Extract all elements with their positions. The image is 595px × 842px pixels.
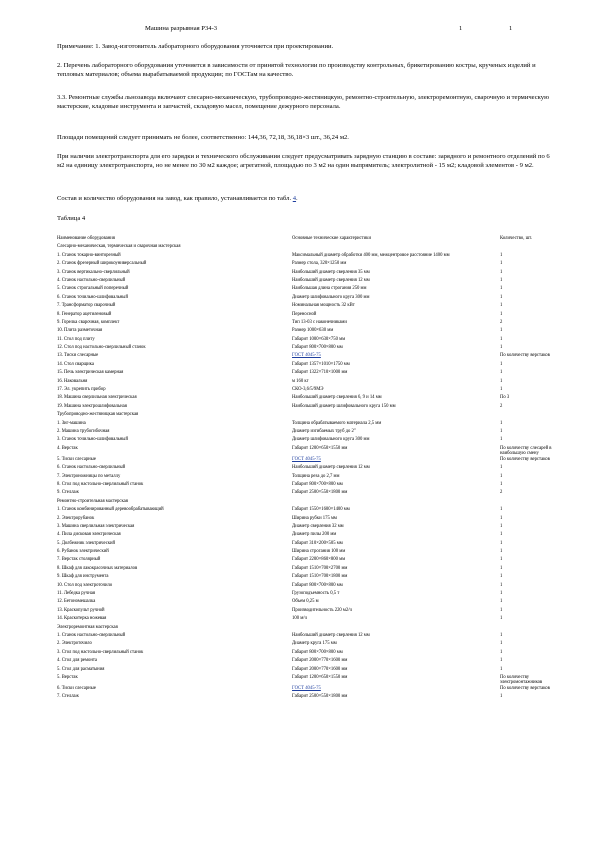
table-row — [57, 345, 557, 353]
cell-quantity: 1 — [500, 666, 503, 672]
table-row — [57, 583, 557, 591]
cell-quantity: 1 — [500, 370, 503, 376]
header-number-1: 1 — [459, 25, 463, 32]
table-row — [57, 549, 557, 557]
cell-characteristics — [292, 457, 500, 465]
table-reference-paragraph — [57, 195, 557, 204]
cell-characteristics — [292, 686, 500, 694]
cell-characteristics: Размер 1000×630 мм — [292, 328, 334, 334]
cell-characteristics: Габарит 1322×710×1000 мм — [292, 370, 348, 376]
table-row — [57, 320, 557, 328]
cell-characteristics: Габарит 1000×630×750 мм — [292, 336, 346, 342]
cell-name: 1. Станок настольно-сверлильный — [57, 632, 126, 638]
table-reference-tail: . — [296, 195, 298, 202]
cell-characteristics: Грузоподъемность 0,5 т — [292, 591, 340, 597]
cell-characteristics: Габарит 800×700×800 мм — [292, 649, 343, 655]
cell-name: 10. Плита разметочная — [57, 328, 103, 334]
cell-characteristics: Наибольшая длина строгания 250 мм — [292, 286, 367, 292]
cell-characteristics — [292, 412, 500, 420]
cell-quantity: 1 — [500, 261, 503, 267]
cell-name: 1. Зиг-машина — [57, 420, 86, 426]
table-header-row — [57, 236, 557, 244]
cell-characteristics: Габарит 1357×1010×1750 мм — [292, 361, 350, 367]
cell-characteristics: Наибольший диаметр сверления 12 мм — [292, 632, 370, 638]
table-row — [57, 387, 557, 395]
cell-name: 12. Стол под настольно-сверлильный станок — [57, 345, 146, 351]
cell-characteristics: Диаметр шлифовального круга 300 мм — [292, 437, 370, 443]
table-row — [57, 312, 557, 320]
cell-name: 4. Стол для ремонта — [57, 658, 98, 664]
cell-quantity: По количеству слесарей в наибольшую смену — [500, 445, 552, 457]
table-row — [57, 465, 557, 473]
table-row — [57, 557, 557, 565]
cell-characteristics: Толщина реза до 2,7 мм — [292, 473, 340, 479]
cell-name: Электроремонтная мастерская — [57, 624, 118, 630]
table-row — [57, 337, 557, 345]
table-row — [57, 437, 557, 445]
cell-characteristics: Габарит 2500×550×1800 мм — [292, 694, 348, 700]
table-row — [57, 532, 557, 540]
cell-name: 4. Пила дисковая электрическая — [57, 532, 121, 538]
cell-characteristics — [292, 625, 500, 633]
table-row — [57, 303, 557, 311]
machine-title: Машина разрывная Р34-3 — [145, 25, 218, 32]
table-row — [57, 370, 557, 378]
cell-characteristics: Диаметр шлифовального круга 300 мм — [292, 294, 370, 300]
table-row — [57, 616, 557, 624]
cell-characteristics: Переносной — [292, 311, 317, 317]
cell-name: Ремонтно-строительная мастерская — [57, 498, 128, 504]
cell-quantity: 1 — [500, 294, 503, 300]
cell-characteristics: 100 м/ч — [292, 616, 307, 622]
cell-quantity: 1 — [500, 387, 503, 393]
cell-quantity: 1 — [500, 607, 503, 613]
table-row — [57, 261, 557, 269]
cell-name: 12. Бетономешалка — [57, 599, 96, 605]
cell-quantity: 1 — [500, 428, 503, 434]
cell-name: 5. Стол для расматыния — [57, 666, 105, 672]
equipment-table — [57, 236, 557, 703]
table-row — [57, 516, 557, 524]
cell-name: 9. Стеллаж — [57, 490, 79, 496]
gost-link[interactable]: ГОСТ 4045-75 — [292, 353, 321, 359]
cell-name: 5. Станок строгальный поперечный — [57, 286, 129, 292]
cell-characteristics: Тип 13-03 с наконечниками — [292, 319, 347, 325]
table-row — [57, 379, 557, 387]
table-row — [57, 524, 557, 532]
table-row — [57, 253, 557, 261]
table-row — [57, 353, 557, 361]
cell-name: 3. Машина сверлильная электрическая — [57, 523, 135, 529]
cell-quantity: 1 — [500, 574, 503, 580]
cell-name: 15. Печь электрическая камерная — [57, 370, 124, 376]
cell-quantity: 1 — [500, 641, 503, 647]
table-row — [57, 429, 557, 437]
table-4-link[interactable]: 4 — [292, 195, 297, 202]
cell-name: 13. Тиски слесарные — [57, 353, 99, 359]
table-reference-text: Состав и количество оборудования на завод, как правило, устанавливается по табл. — [57, 195, 293, 202]
header-quantity: Количество, шт. — [500, 236, 533, 241]
table-row — [57, 658, 557, 666]
cell-characteristics: Габарит 1200×650×1550 мм — [292, 674, 348, 680]
cell-name: 9. Горелка сварочная, комплект — [57, 319, 120, 325]
table-row — [57, 650, 557, 658]
cell-characteristics: Наибольший диаметр сверления 35 мм — [292, 269, 370, 275]
cell-characteristics: Наибольший диаметр сверления 12 мм — [292, 277, 370, 283]
cell-quantity: 1 — [500, 311, 503, 317]
cell-name: 1. Станок комбинированный деревообрабатывающий — [57, 507, 164, 513]
cell-quantity: 1 — [500, 269, 503, 275]
cell-quantity: 1 — [500, 286, 503, 292]
cell-quantity: 1 — [500, 303, 503, 309]
header-characteristics: Основные технические характеристики — [292, 236, 371, 241]
cell-quantity: По количеству электромонтажников — [500, 674, 543, 686]
table-row — [57, 574, 557, 582]
cell-name: Слесарно-механическая, термическая и сварочная мастерская — [57, 244, 181, 250]
cell-characteristics: СКО-3,6/5/9МЭ — [292, 387, 324, 393]
table-row — [57, 541, 557, 549]
cell-characteristics: Диаметр круга 175 мм — [292, 641, 337, 647]
cell-name: 3. Станок вертикально-сверлильный — [57, 269, 130, 275]
cell-characteristics: Наибольший диаметр сверления 12 мм — [292, 465, 370, 471]
table-row — [57, 270, 557, 278]
cell-name: 8. Шкаф для лакокрасочных материалов — [57, 565, 138, 571]
cell-name: 7. Верстак столярный — [57, 557, 101, 563]
cell-name: 1. Станок токарно-винторезный — [57, 252, 121, 258]
cell-name: 2. Электроточило — [57, 641, 92, 647]
table-row — [57, 694, 557, 702]
cell-name: 19. Машина электрошлифовальная — [57, 403, 127, 409]
table-row — [57, 482, 557, 490]
cell-name: 18. Машина сверлильная электрическая — [57, 395, 137, 401]
table-row — [57, 686, 557, 694]
cell-characteristics: Наибольший диаметр сверления 6, 9 и 14 мм — [292, 395, 382, 401]
cell-characteristics: Ширина строгания 100 мм — [292, 549, 346, 555]
cell-characteristics: Габарит 800×700×800 мм — [292, 481, 343, 487]
cell-quantity — [500, 412, 557, 420]
cell-quantity: 2 — [500, 490, 503, 496]
cell-characteristics: Диаметр сверления 32 мм — [292, 523, 344, 529]
cell-name: 7. Электроножницы по металлу — [57, 473, 121, 479]
table-row — [57, 499, 557, 507]
cell-quantity: 1 — [500, 252, 503, 258]
cell-name: 6. Станок точильно-шлифовальный — [57, 294, 128, 300]
table-row — [57, 295, 557, 303]
cell-quantity: 1 — [500, 557, 503, 563]
cell-name: Трубопроводно-жестяницкая мастерская — [57, 412, 139, 418]
cell-name: 2. Станок фрезерный широкоуниверсальный — [57, 261, 147, 267]
cell-quantity: По количеству верстаков — [500, 456, 550, 462]
cell-name: 7. Стеллаж — [57, 694, 79, 700]
table-row — [57, 421, 557, 429]
cell-characteristics: Габарит 2000×770×1600 мм — [292, 658, 348, 664]
cell-characteristics: Габарит 1510×700×1800 мм — [292, 574, 348, 580]
table-row — [57, 362, 557, 370]
note-paragraph-1: Примечание: 1. Завод-изготовитель лабораторного оборудования уточняется при проектировании. — [57, 43, 334, 50]
cell-quantity: 1 — [500, 277, 503, 283]
table-row — [57, 608, 557, 616]
table-row — [57, 566, 557, 574]
cell-name: 8. Генератор ацетиленовый — [57, 311, 112, 317]
cell-characteristics: Размер стола, 320×1250 мм — [292, 261, 347, 267]
cell-name: 13. Краскопульт ручной — [57, 607, 105, 613]
cell-name: 5. Верстак — [57, 674, 78, 680]
cell-quantity: 1 — [500, 437, 503, 443]
cell-name: 7. Трансформатор сварочный — [57, 303, 116, 309]
cell-characteristics: Ширина рубки 175 мм — [292, 515, 337, 521]
cell-quantity: 1 — [500, 632, 503, 638]
cell-name: 2. Машина трубогибочная — [57, 428, 110, 434]
cell-quantity: 1 — [500, 465, 503, 471]
cell-characteristics: Габарит 2500×550×1800 мм — [292, 490, 348, 496]
cell-characteristics: Габарит 800×700×800 мм — [292, 345, 343, 351]
cell-name: 11. Лебедка ручная — [57, 591, 95, 597]
table-row — [57, 404, 557, 412]
cell-quantity: 1 — [500, 336, 503, 342]
table-row — [57, 675, 557, 686]
cell-quantity: 1 — [500, 473, 503, 479]
note-paragraph-2: 2. Перечень лабораторного оборудования уточняется в зависимости от принятой технологии по производству контрольных, брикетированию костры, крученых изделий и тепловых материалов; объема вырабатываемой продукции; по ГОСТам на качество. — [57, 62, 536, 78]
cell-name: 16. Наковальня — [57, 378, 88, 384]
cell-quantity: 1 — [500, 582, 503, 588]
cell-characteristics: м 160 кг — [292, 378, 309, 384]
cell-quantity: 2 — [500, 319, 503, 325]
cell-quantity: 1 — [500, 599, 503, 605]
cell-quantity: По количеству верстаков — [500, 353, 550, 359]
cell-characteristics: Габарит 800×700×800 мм — [292, 582, 343, 588]
cell-characteristics: Диаметр пилы 200 мм — [292, 532, 337, 538]
cell-quantity — [500, 499, 557, 507]
cell-characteristics: Наибольший диаметр шлифовального круга 150 мм — [292, 403, 396, 409]
cell-quantity: 1 — [500, 361, 503, 367]
area-paragraph: Площади помещений следует принимать не более, соответственно: 144,36, 72,18, 36,18×3 шт., 36,24 м2. — [57, 134, 349, 141]
cell-quantity: 1 — [500, 345, 503, 351]
table-row — [57, 507, 557, 515]
cell-characteristics: Габарит 1550×1600×1400 мм — [292, 507, 350, 513]
cell-name: 8. Стол под настольно-сверлильный станок — [57, 481, 144, 487]
cell-characteristics: Объем 0,25 м — [292, 599, 319, 605]
cell-characteristics: Диаметр изгибаемых труб до 2" — [292, 428, 356, 434]
cell-quantity: 1 — [500, 378, 503, 384]
cell-quantity: 1 — [500, 481, 503, 487]
cell-quantity: По 3 — [500, 395, 510, 401]
cell-characteristics: Максимальный диаметр обработки 400 мм, межцентровое расстояние 1400 мм — [292, 252, 450, 258]
table-row — [57, 474, 557, 482]
table-row — [57, 591, 557, 599]
header-number-2: 1 — [509, 25, 513, 32]
cell-characteristics: Габарит 2000×770×1600 мм — [292, 666, 348, 672]
table-row — [57, 244, 557, 252]
cell-name: 4. Верстак — [57, 445, 78, 451]
table-row — [57, 328, 557, 336]
cell-quantity: 2 — [500, 403, 503, 409]
cell-name: 9. Шкаф для инструмента — [57, 574, 109, 580]
table-row — [57, 633, 557, 641]
table-row — [57, 278, 557, 286]
table-caption: Таблица 4 — [57, 215, 86, 222]
table-row — [57, 412, 557, 420]
cell-quantity: 1 — [500, 515, 503, 521]
cell-name: 3. Стол под настольно-сверлильный станок — [57, 649, 144, 655]
table-row — [57, 625, 557, 633]
cell-name: 6. Тиски слесарные — [57, 685, 96, 691]
table-row — [57, 286, 557, 294]
cell-name: 14. Краскотерка ножевая — [57, 616, 107, 622]
cell-name: 6. Рубанок электрический — [57, 549, 109, 555]
table-row — [57, 395, 557, 403]
cell-quantity — [500, 244, 557, 252]
table-row — [57, 490, 557, 498]
table-body — [57, 244, 557, 702]
cell-quantity: По количеству верстаков — [500, 685, 550, 691]
cell-quantity: 1 — [500, 523, 503, 529]
cell-characteristics: Габарит 1510×700×2700 мм — [292, 565, 348, 571]
cell-characteristics: Номинальная мощность 32 кВт — [292, 303, 355, 309]
cell-characteristics: Габарит 2200×860×800 мм — [292, 557, 346, 563]
cell-name: 11. Стол под плиту — [57, 336, 95, 342]
cell-name: 5. Тиски слесарные — [57, 456, 96, 462]
cell-name: 17. Эл. укрепить прибор — [57, 387, 106, 393]
cell-quantity: 1 — [500, 658, 503, 664]
cell-characteristics: Габарит 1200×650×1550 мм — [292, 445, 348, 451]
cell-quantity: 1 — [500, 649, 503, 655]
cell-quantity: 1 — [500, 540, 503, 546]
cell-quantity: 1 — [500, 616, 503, 622]
document-header — [0, 25, 595, 35]
cell-name: 10. Стол под электроточило — [57, 582, 113, 588]
cell-quantity: 1 — [500, 328, 503, 334]
cell-name: 14. Стол сварщика — [57, 361, 94, 367]
cell-name: 4. Станок настольно-сверлильный — [57, 277, 126, 283]
cell-quantity — [500, 625, 557, 633]
cell-characteristics — [292, 244, 500, 252]
cell-characteristics: Габарит 310×200×505 мм — [292, 540, 343, 546]
cell-name: 3. Станок точильно-шлифовальный — [57, 437, 128, 443]
cell-quantity: 1 — [500, 507, 503, 513]
table-row — [57, 667, 557, 675]
gost-link[interactable]: ГОСТ 4045-75 — [292, 685, 321, 691]
table-row — [57, 446, 557, 457]
header-name: Наименование оборудования — [57, 236, 115, 241]
cell-characteristics: Производительность 220 м2/ч — [292, 607, 352, 613]
cell-name: 6. Станок настольно-сверлильный — [57, 465, 126, 471]
cell-quantity: 1 — [500, 420, 503, 426]
table-row — [57, 641, 557, 649]
cell-name: 5. Долбежник электрический — [57, 540, 116, 546]
cell-quantity: 1 — [500, 591, 503, 597]
cell-characteristics — [292, 353, 500, 361]
cell-quantity: 1 — [500, 532, 503, 538]
cell-characteristics: Толщина обрабатываемого материала 2,5 мм — [292, 420, 382, 426]
table-row — [57, 457, 557, 465]
cell-quantity: 1 — [500, 694, 503, 700]
cell-quantity: 1 — [500, 565, 503, 571]
gost-link[interactable]: ГОСТ 4045-75 — [292, 456, 321, 462]
cell-quantity: 1 — [500, 549, 503, 555]
repair-services-paragraph: 3.3. Ремонтные службы льнозавода включают слесарно-механическую, трубопроводно-жестяницкую, ремонтно-строительную, электроремонтную, сварочную и термическую мастерские, кладовые инструмента и запчастей, складовую масел, помещение дежурного персонала. — [57, 94, 550, 110]
table-row — [57, 599, 557, 607]
cell-name: 2. Электрорубанок — [57, 515, 95, 521]
cell-characteristics — [292, 499, 500, 507]
electro-transport-paragraph: При наличии электротранспорта для его зарядки и технического обслуживания следует предусматривать зарядную станцию в составе: зарядного и ремонтного отделений по 6 м2 на единицу электротранспорта, но не менее по 30 м2 каждое; агрегатной, площадью по 3 м2 на один выпрямитель; электролитной - 15 м2; кладовой элементов - 9 м2. — [57, 153, 550, 169]
